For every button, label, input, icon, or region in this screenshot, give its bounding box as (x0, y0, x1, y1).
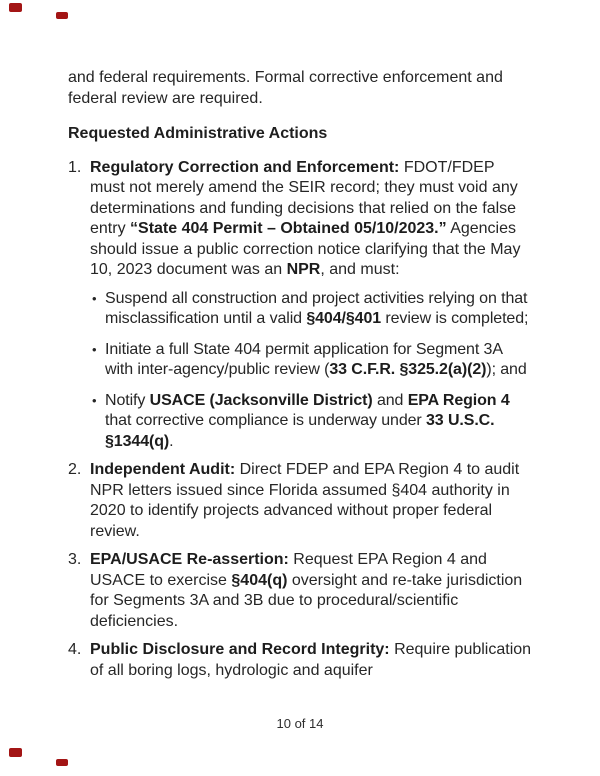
action-item (68, 460, 533, 542)
intro-paragraph: and federal requirements. Formal corrective enforcement and federal review are required. (68, 69, 503, 107)
action-number: 4. (68, 641, 82, 658)
page-body (68, 68, 533, 681)
red-edge-mark-bottom-left (9, 748, 22, 757)
actions-list (68, 158, 533, 682)
action-item (68, 640, 533, 681)
action-item (68, 550, 533, 632)
sub-bullet-list (91, 289, 533, 453)
action-number: 2. (68, 461, 82, 478)
action-number: 3. (68, 551, 82, 568)
section-heading: Requested Administrative Actions (68, 125, 328, 142)
red-edge-mark-bottom-margin (56, 759, 68, 766)
bullet-dot-icon: • (92, 341, 97, 357)
action-text: Independent Audit: Direct FDEP and EPA Region 4 to audit NPR letters issued since Florida assumed §404 authority in 2020 to identify projects advanced without proper federal review. (90, 461, 520, 540)
bullet-dot-icon: • (92, 290, 97, 306)
action-text: Public Disclosure and Record Integrity: Require publication of all boring logs, hydrologic and aquifer (90, 641, 532, 679)
bullet-text: Notify USACE (Jacksonville District) and EPA Region 4 that corrective compliance is underway under 33 U.S.C. §1344(q). (105, 391, 510, 450)
red-edge-mark-top-left (9, 3, 22, 12)
bullet-item (91, 340, 533, 381)
bullet-item (91, 391, 533, 453)
page-number: 10 of 14 (276, 716, 324, 731)
action-text: EPA/USACE Re-assertion: Request EPA Region 4 and USACE to exercise §404(q) oversight and re-take jurisdiction for Segments 3A and 3B due to procedural/scientific deficiencies. (90, 551, 523, 630)
action-text: Regulatory Correction and Enforcement: FDOT/FDEP must not merely amend the SEIR record; they must void any determinations and funding decisions that relied on the false entry “State 404 Permit – Obtained 05/10/2023.” Agencies should issue a public correction notice clarifying that the May 10, 2023 document was an NPR, and must: • Suspend all construction and project activities relying on that misclassification until a valid §404/§401 review is completed; • Initiate a full State 404 permit application for Segment 3A with inter-agency/public review (33 C.F.R. §325.2(a)(2)); and • Notify USACE (Jacksonville District) and EPA Region 4 that corrective compliance is underway under 33 U.S.C. §1344(q). (90, 158, 533, 453)
bullet-item (91, 289, 533, 330)
bullet-text: Initiate a full State 404 permit application for Segment 3A with inter-agency/public review (33 C.F.R. §325.2(a)(2)); and (105, 340, 527, 378)
bullet-text: Suspend all construction and project activities relying on that misclassification until a valid §404/§401 review is completed; (105, 289, 529, 327)
red-edge-mark-top-margin (56, 12, 68, 19)
action-number: 1. (68, 158, 82, 176)
action-item (68, 158, 533, 453)
bullet-dot-icon: • (92, 392, 97, 408)
